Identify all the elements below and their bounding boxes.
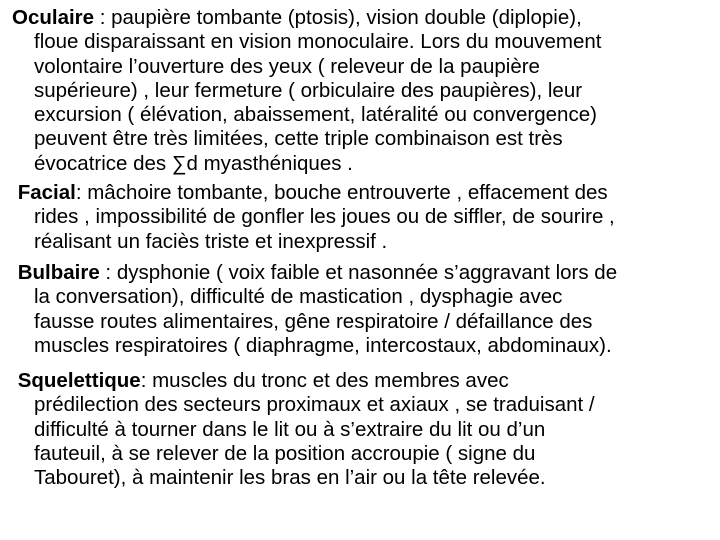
paragraph-facial (12, 181, 712, 254)
text-line: réalisant un faciès triste et inexpressif . (34, 229, 388, 253)
term-oculaire: Oculaire (12, 6, 95, 29)
text-line: : muscles du tronc et des membres avec (140, 369, 509, 392)
text-line: : mâchoire tombante, bouche entrouverte , effacement des (75, 181, 608, 204)
term-facial: Facial (17, 181, 76, 204)
paragraph-first-line (12, 181, 712, 205)
text-line: prédilection des secteurs proximaux et axiaux , se traduisant / (34, 393, 595, 417)
text-line: Tabouret), à maintenir les bras en l’air ou la tête relevée. (34, 466, 546, 490)
term-squelettique: Squelettique (17, 369, 141, 392)
paragraph-oculaire (12, 6, 712, 176)
paragraph-first-line (12, 261, 712, 285)
paragraph-first-line (12, 6, 712, 30)
text-line: : paupière tombante (ptosis), vision double (diplopie), (94, 6, 582, 29)
paragraph-squelettique (12, 369, 712, 490)
text-line: peuvent être très limitées, cette triple combinaison est très (34, 127, 563, 151)
text-line: difficulté à tourner dans le lit ou à s’extraire du lit ou d’un (34, 417, 546, 441)
text-line: volontaire l’ouverture des yeux ( releveur de la paupière (34, 54, 540, 78)
text-line: excursion ( élévation, abaissement, latéralité ou convergence) (34, 103, 597, 127)
text-line: évocatrice des ∑d myasthéniques . (34, 151, 353, 175)
text-line: la conversation), difficulté de mastication , dysphagie avec (34, 285, 563, 309)
term-bulbaire: Bulbaire (17, 261, 100, 284)
text-line: floue disparaissant en vision monoculaire. Lors du mouvement (34, 30, 602, 54)
text-line: rides , impossibilité de gonfler les joues ou de siffler, de sourire , (34, 205, 615, 229)
text-line: : dysphonie ( voix faible et nasonnée s’aggravant lors de (99, 261, 618, 284)
text-line: supérieure) , leur fermeture ( orbiculaire des paupières), leur (34, 78, 583, 102)
text-line: muscles respiratoires ( diaphragme, intercostaux, abdominaux). (34, 333, 612, 357)
text-line: fauteuil, à se relever de la position accroupie ( signe du (34, 441, 536, 465)
text-line: fausse routes alimentaires, gêne respiratoire / défaillance des (34, 309, 593, 333)
paragraph-first-line (12, 369, 712, 393)
paragraph-bulbaire (12, 261, 712, 358)
